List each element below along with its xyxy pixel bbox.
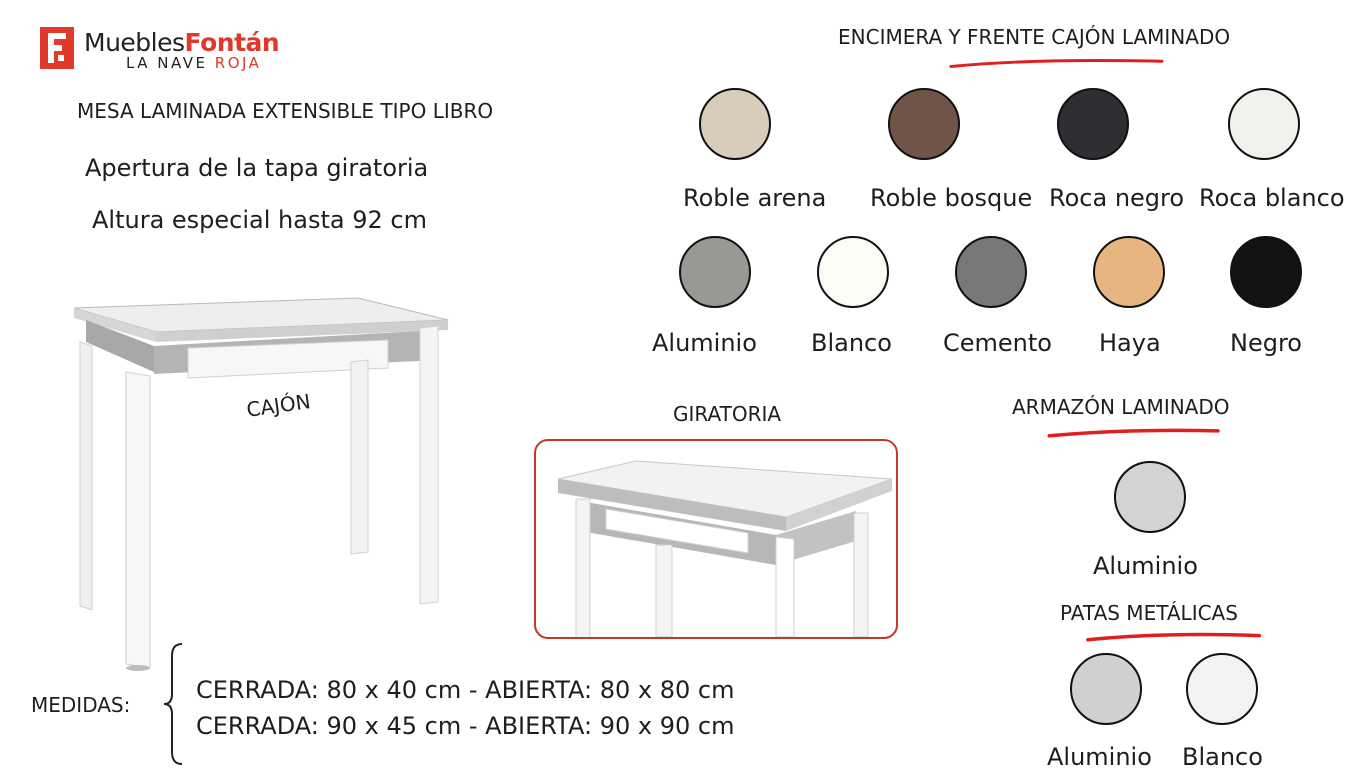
swatch-roble-arena[interactable]	[699, 88, 771, 160]
swatch-roca-negro[interactable]	[1057, 88, 1129, 160]
label-legs-aluminio: Aluminio	[1047, 743, 1152, 771]
swatch-aluminio[interactable]	[679, 236, 751, 308]
legs-heading-underline	[1048, 630, 1300, 644]
label-roble-arena: Roble arena	[683, 184, 827, 212]
table-product-image	[66, 290, 456, 680]
brand-tagline	[126, 56, 261, 71]
swatch-negro[interactable]	[1230, 236, 1302, 308]
label-blanco: Blanco	[811, 329, 892, 357]
swatch-blanco[interactable]	[817, 236, 889, 308]
label-roca-negro: Roca negro	[1049, 184, 1185, 212]
product-title: MESA LAMINADA EXTENSIBLE TIPO LIBRO	[77, 99, 494, 123]
label-negro: Negro	[1230, 329, 1302, 357]
feature-special-height: Altura especial hasta 92 cm	[92, 206, 427, 234]
swatch-legs-aluminio[interactable]	[1070, 653, 1142, 725]
swatch-frame-aluminio[interactable]	[1114, 461, 1186, 533]
label-roca-blanco: Roca blanco	[1199, 184, 1345, 212]
swatch-haya[interactable]	[1093, 236, 1165, 308]
legs-heading: PATAS METÁLICAS	[1060, 601, 1238, 625]
label-haya: Haya	[1099, 329, 1161, 357]
rotating-detail-image	[536, 441, 896, 637]
frame-heading-underline	[1010, 426, 1258, 440]
rotating-detail-frame	[534, 439, 898, 639]
brand-name-part-2: Fontán	[184, 28, 280, 57]
measurements-line-2: CERRADA: 90 x 45 cm - ABIERTA: 90 x 90 cm	[196, 712, 735, 740]
label-aluminio: Aluminio	[652, 329, 757, 357]
measurements-brace-icon	[160, 642, 188, 766]
label-legs-blanco: Blanco	[1182, 743, 1263, 771]
swatch-cemento[interactable]	[955, 236, 1027, 308]
countertop-heading: ENCIMERA Y FRENTE CAJÓN LAMINADO	[838, 25, 1231, 49]
letter-f-icon	[48, 33, 66, 63]
measurements-label: MEDIDAS:	[31, 693, 131, 717]
brand-name	[84, 30, 279, 55]
label-roble-bosque: Roble bosque	[870, 184, 1033, 212]
label-frame-aluminio: Aluminio	[1093, 552, 1198, 580]
swatch-roca-blanco[interactable]	[1228, 88, 1300, 160]
countertop-heading-underline	[872, 56, 1242, 70]
measurements-line-1: CERRADA: 80 x 40 cm - ABIERTA: 80 x 80 cm	[196, 676, 735, 704]
drawer-label: CAJÓN	[245, 389, 312, 422]
brand-logo-mark	[40, 27, 74, 69]
label-cemento: Cemento	[943, 329, 1052, 357]
swatch-legs-blanco[interactable]	[1186, 653, 1258, 725]
tagline-part-2: ROJA	[214, 54, 262, 72]
brand-name-part-1: Muebles	[84, 28, 185, 57]
frame-heading: ARMAZÓN LAMINADO	[1012, 395, 1230, 419]
rotating-label: GIRATORIA	[673, 402, 782, 426]
tagline-part-1: LA NAVE	[126, 54, 208, 72]
feature-rotating-top: Apertura de la tapa giratoria	[85, 154, 429, 182]
swatch-roble-bosque[interactable]	[888, 88, 960, 160]
